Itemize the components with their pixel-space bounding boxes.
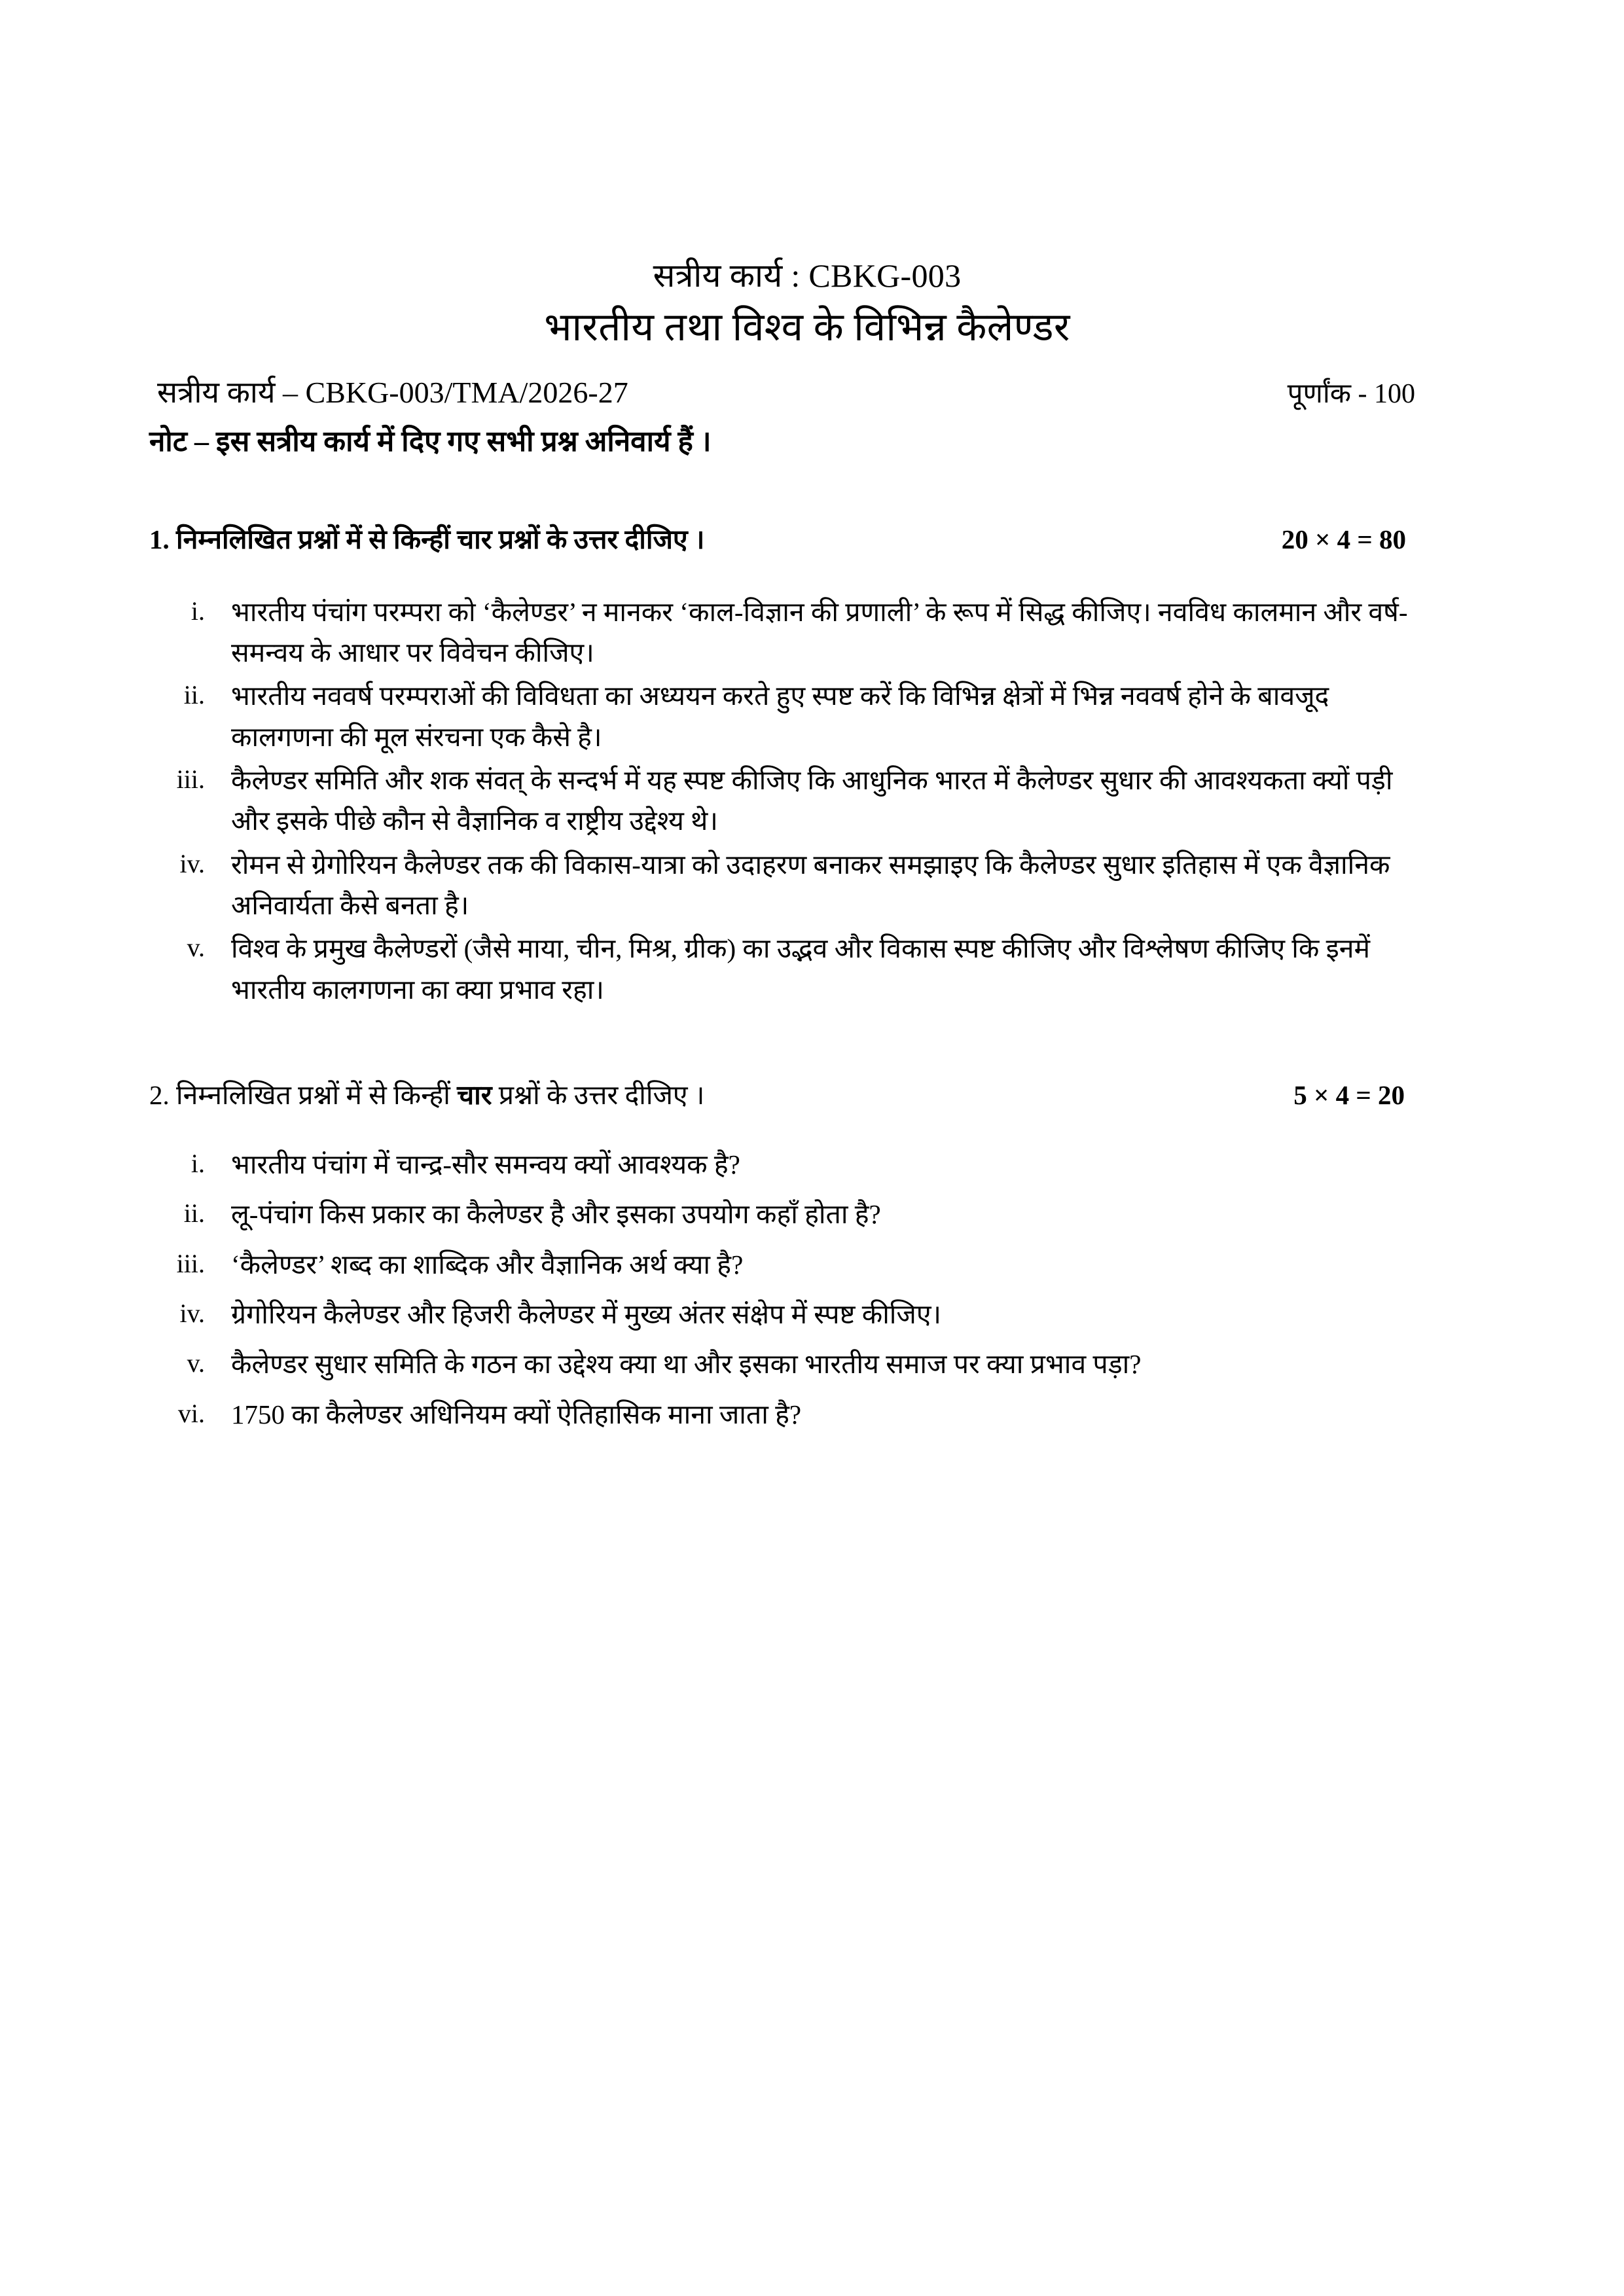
list-item (149, 1394, 1465, 1435)
list-item (149, 1344, 1465, 1384)
list-item-text: ‘कैलेण्डर’ शब्द का शाब्दिक और वैज्ञानिक अर्थ क्या है? (231, 1249, 744, 1280)
list-item-numeral: i. (190, 1149, 205, 1179)
list-item (149, 1194, 1465, 1234)
assignment-title-course-code: सत्रीय कार्य : CBKG-003 (653, 257, 962, 294)
list-item-text: लू-पंचांग किस प्रकार का कैलेण्डर है और इसका उपयोग कहाँ होता है? (231, 1199, 881, 1230)
question-1-heading-row (149, 522, 1465, 557)
list-item-numeral: vi. (177, 1398, 205, 1428)
list-item-text: भारतीय पंचांग में चान्द्र-सौर समन्वय क्यों आवश्यक है? (231, 1149, 740, 1180)
question-2-heading-prefix: 2. निम्नलिखित प्रश्नों में से किन्हीं (149, 1079, 458, 1110)
question-2-item-list (149, 1144, 1465, 1435)
list-item (149, 844, 1465, 926)
list-item-text: भारतीय पंचांग परम्परा को ‘कैलेण्डर’ न मानकर ‘काल-विज्ञान की प्रणाली’ के रूप में सिद्ध कीजिए। नवविध कालमान और वर्ष-समन्वय के आधार पर विवेचन कीजिए। (231, 596, 1408, 668)
list-item-numeral: i. (190, 596, 205, 626)
question-1-item-list (149, 592, 1465, 1010)
list-item-text: 1750 का कैलेण्डर अधिनियम क्यों ऐतिहासिक माना जाता है? (231, 1399, 802, 1429)
list-item (149, 1144, 1465, 1185)
question-2-heading-suffix: प्रश्नों के उत्तर दीजिए । (492, 1079, 705, 1110)
question-2-heading-row (149, 1078, 1465, 1113)
list-item-numeral: iii. (176, 1248, 205, 1278)
assignment-meta-row (149, 374, 1465, 410)
question-2-marks: 5 × 4 = 20 (1293, 1079, 1405, 1110)
assignment-code: सत्रीय कार्य – CBKG-003/TMA/2026-27 (157, 376, 628, 409)
list-item-text: कैलेण्डर सुधार समिति के गठन का उद्देश्य क्या था और इसका भारतीय समाज पर क्या प्रभाव पड़ा? (231, 1349, 1142, 1380)
list-item-numeral: ii. (183, 680, 205, 710)
list-item-numeral: v. (187, 1348, 205, 1378)
assignment-title-subject: भारतीय तथा विश्व के विभिन्न कैलेण्डर (544, 306, 1070, 349)
list-item-text: ग्रेगोरियन कैलेण्डर और हिजरी कैलेण्डर में मुख्य अंतर संक्षेप में स्पष्ट कीजिए। (231, 1299, 942, 1330)
list-item (149, 1244, 1465, 1285)
list-item-numeral: iii. (176, 764, 205, 794)
question-2-heading (149, 1078, 704, 1113)
list-item-text: भारतीय नववर्ष परम्पराओं की विविधता का अध्ययन करते हुए स्पष्ट करें कि विभिन्न क्षेत्रों में भिन्न नववर्ष होने के बावजूद कालगणना की मूल संरचना एक कैसे है। (231, 681, 1329, 752)
list-item-text: कैलेण्डर समिति और शक संवत् के सन्दर्भ में यह स्पष्ट कीजिए कि आधुनिक भारत में कैलेण्डर सुधार की आवश्यकता क्यों पड़ी और इसके पीछे कौन से वैज्ञानिक व राष्ट्रीय उद्देश्य थे। (231, 764, 1393, 836)
question-1-heading: 1. निम्नलिखित प्रश्नों में से किन्हीं चार प्रश्नों के उत्तर दीजिए । (149, 524, 705, 555)
instruction-note: नोट – इस सत्रीय कार्य में दिए गए सभी प्रश्न अनिवार्य हैं । (149, 425, 712, 458)
list-item (149, 928, 1465, 1010)
list-item-text: रोमन से ग्रेगोरियन कैलेण्डर तक की विकास-यात्रा को उदाहरण बनाकर समझाइए कि कैलेण्डर सुधार इतिहास में एक वैज्ञानिक अनिवार्यता कैसे बनता है। (231, 849, 1390, 920)
list-item-text: विश्व के प्रमुख कैलेण्डरों (जैसे माया, चीन, मिश्र, ग्रीक) का उद्भव और विकास स्पष्ट कीजिए और विश्लेषण कीजिए कि इनमें भारतीय कालगणना का क्या प्रभाव रहा। (231, 933, 1371, 1005)
list-item (149, 592, 1465, 673)
list-item (149, 760, 1465, 842)
max-marks: पूर्णांक - 100 (1287, 379, 1415, 409)
list-item-numeral: iv. (179, 1299, 205, 1329)
page-content (149, 0, 1465, 1444)
question-1-marks: 20 × 4 = 80 (1281, 524, 1406, 555)
list-item (149, 675, 1465, 757)
list-item-numeral: ii. (183, 1198, 205, 1229)
list-item-numeral: v. (187, 933, 205, 963)
list-item (149, 1294, 1465, 1335)
title-block (149, 0, 1465, 352)
list-item-numeral: iv. (179, 848, 205, 878)
question-2-heading-emphasis: चार (457, 1079, 492, 1110)
